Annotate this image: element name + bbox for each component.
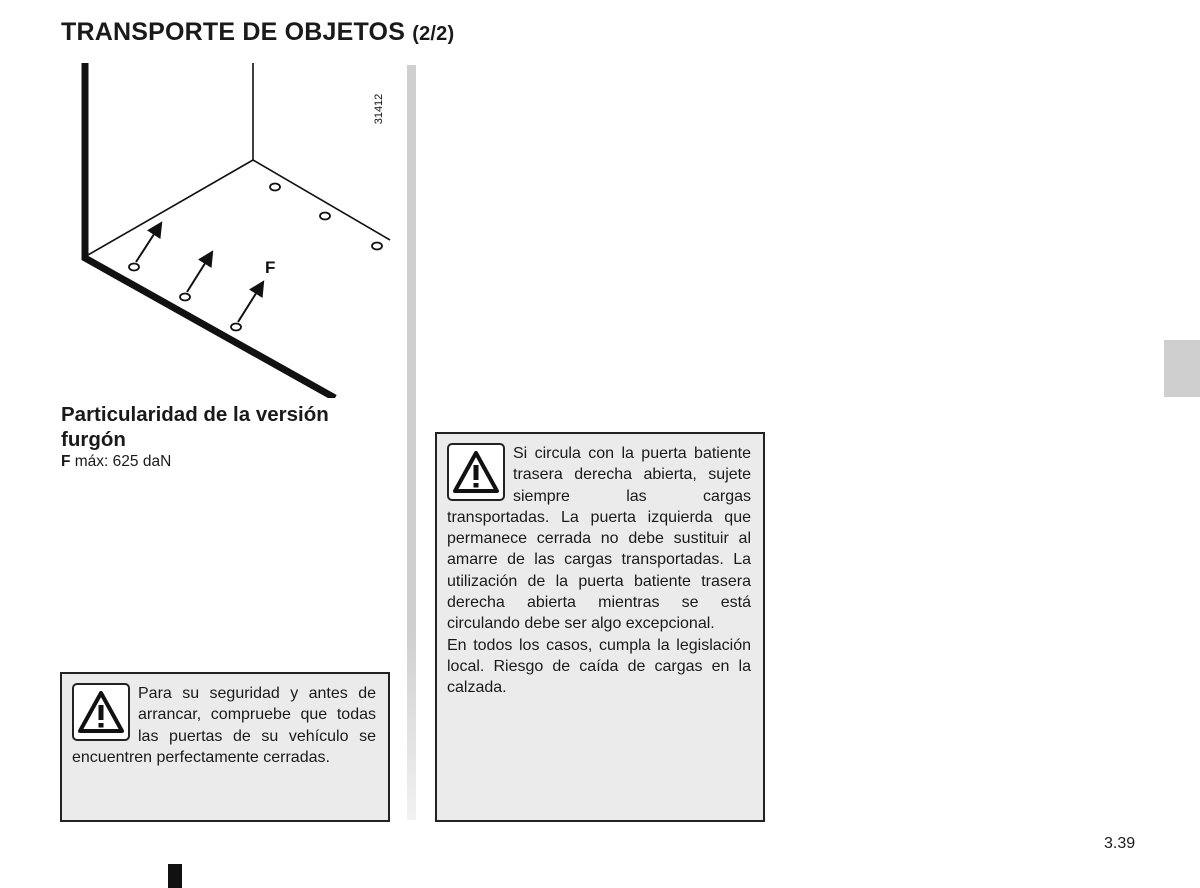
anchor-ring <box>320 213 330 220</box>
force-arrow <box>238 287 260 322</box>
cargo-floor-illustration <box>60 63 405 398</box>
rear-door-warning-box <box>435 432 765 822</box>
spec-label: F <box>61 453 71 470</box>
max-force-spec <box>61 452 391 471</box>
chapter-thumb-tab <box>1164 340 1200 397</box>
force-arrow <box>187 257 209 292</box>
rear-door-warning-paragraph-1: Si circula con la puerta batiente trasera derecha abierta, sujete siempre las cargas transportadas. La puerta izquierda que permanece cerrada no debe sustituir al amarre de las cargas transportadas. La utilización de la puerta batiente trasera derecha abierta mientras se está circulando debe ser algo excepcional. <box>447 445 751 633</box>
floor-back-edge <box>88 160 253 255</box>
spec-value: máx: 625 daN <box>70 453 172 470</box>
force-arrow <box>136 228 158 262</box>
warning-triangle-icon <box>72 683 130 741</box>
section-heading: Particularidad de la versión furgón <box>61 403 329 451</box>
cargo-floor-diagram <box>60 63 405 398</box>
floor-front-edge <box>85 63 335 398</box>
force-label: F <box>265 258 276 277</box>
safety-warning-text: Para su seguridad y antes de arrancar, compruebe que todas las puertas de su vehículo se encuentren perfectamente cerradas. <box>72 685 376 766</box>
column-divider <box>407 65 416 820</box>
binding-mark <box>168 864 182 888</box>
page-title-text: TRANSPORTE DE OBJETOS <box>61 18 406 46</box>
anchor-ring <box>372 243 382 250</box>
warning-triangle-icon <box>447 443 505 501</box>
van-version-section <box>61 402 391 471</box>
floor-side-edge <box>253 160 390 240</box>
page-title-part: (2/2) <box>412 23 455 45</box>
anchor-ring <box>129 264 139 271</box>
anchor-ring <box>231 324 241 331</box>
anchor-ring <box>180 294 190 301</box>
safety-warning-box <box>60 672 390 822</box>
rear-door-warning-paragraph-2: En todos los casos, cumpla la legislación local. Riesgo de caída de cargas en la calzada. <box>447 636 751 697</box>
page-title <box>61 18 454 47</box>
figure-reference-code: 31412 <box>373 93 385 125</box>
page-number: 3.39 <box>1104 835 1136 852</box>
anchor-ring <box>270 184 280 191</box>
